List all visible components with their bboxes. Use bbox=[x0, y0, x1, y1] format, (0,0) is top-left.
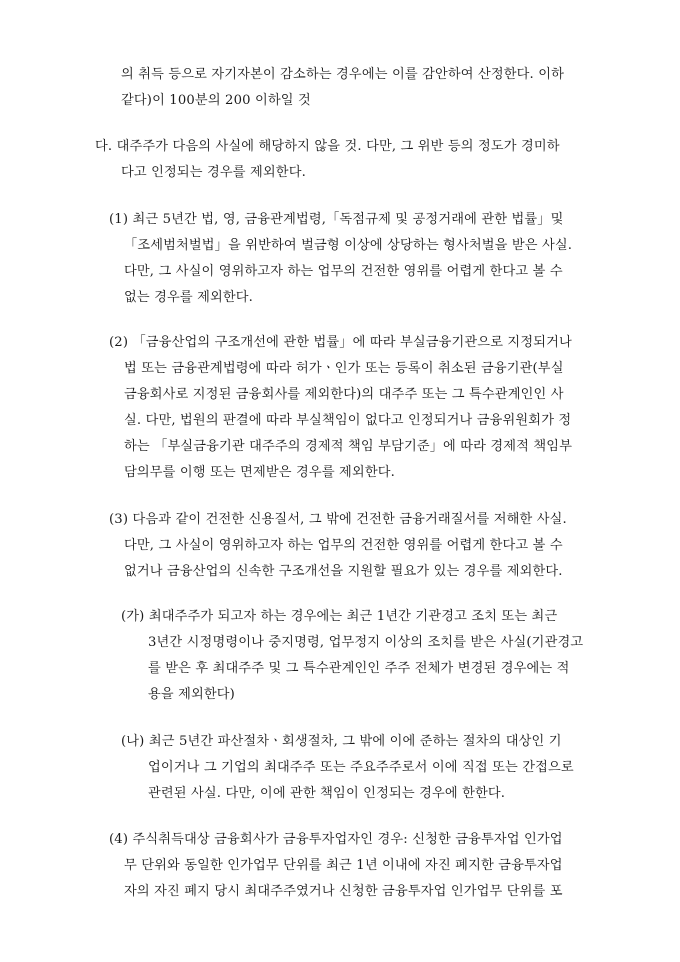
text-line: 법 또는 금융관계법령에 따라 허가ㆍ인가 또는 등록이 취소된 금융기관(부실 bbox=[124, 361, 564, 376]
text-line: 다만, 그 사실이 영위하고자 하는 업무의 건전한 영위를 어렵게 한다고 볼 수 bbox=[124, 538, 563, 553]
text-line: 같다)이 100분의 200 이하일 것 bbox=[121, 93, 311, 108]
text-line: 없거나 금융산업의 신속한 구조개선을 지원할 필요가 있는 경우를 제외한다. bbox=[124, 564, 563, 579]
text-line: (2) 「금융산업의 구조개선에 관한 법률」에 따라 부실금융기관으로 지정되거나 bbox=[109, 335, 572, 350]
text-line: 업이거나 그 기업의 최대주주 또는 주요주주로서 이에 직접 또는 간접으로 bbox=[148, 760, 574, 775]
text-line: 금융회사로 지정된 금융회사를 제외한다)의 대주주 또는 그 특수관계인인 사 bbox=[124, 387, 564, 402]
text-line: (가) 최대주주가 되고자 하는 경우에는 최근 1년간 기관경고 조치 또는 최근 bbox=[121, 609, 558, 624]
text-line: (3) 다음과 같이 건전한 신용질서, 그 밖에 건전한 금융거래질서를 저해한 사실. bbox=[109, 512, 567, 527]
text-line: 다. 대주주가 다음의 사실에 해당하지 않을 것. 다만, 그 위반 등의 정도가 경미하 bbox=[95, 139, 560, 154]
text-line: 담의무를 이행 또는 면제받은 경우를 제외한다. bbox=[124, 465, 395, 480]
text-line: 다고 인정되는 경우를 제외한다. bbox=[121, 165, 306, 180]
text-line: 「조세범처벌법」을 위반하여 벌금형 이상에 상당하는 형사처벌을 받은 사실. bbox=[124, 238, 573, 253]
text-line: (1) 최근 5년간 법, 영, 금융관계법령,「독점규제 및 공정거래에 관한 법률」및 bbox=[109, 212, 564, 227]
text-line: 의 취득 등으로 자기자본이 감소하는 경우에는 이를 감안하여 산정한다. 이하 bbox=[121, 67, 564, 82]
text-line: 실. 다만, 법원의 판결에 따라 부실책임이 없다고 인정되거나 금융위원회가 정 bbox=[124, 413, 572, 428]
text-line: (4) 주식취득대상 금융회사가 금융투자업자인 경우: 신청한 금융투자업 인가업 bbox=[109, 832, 563, 847]
text-line: 용을 제외한다) bbox=[148, 687, 235, 702]
text-line: 다만, 그 사실이 영위하고자 하는 업무의 건전한 영위를 어렵게 한다고 볼 수 bbox=[124, 264, 563, 279]
text-line: 무 단위와 동일한 인가업무 단위를 최근 1년 이내에 자진 폐지한 금융투자업 bbox=[124, 858, 563, 873]
text-line: 를 받은 후 최대주주 및 그 특수관계인인 주주 전체가 변경된 경우에는 적 bbox=[148, 661, 570, 676]
text-line: (나) 최근 5년간 파산절차ㆍ회생절차, 그 밖에 이에 준하는 절차의 대상인 기 bbox=[121, 734, 562, 749]
text-line: 관련된 사실. 다만, 이에 관한 책임이 인정되는 경우에 한한다. bbox=[148, 786, 506, 801]
text-line: 자의 자진 폐지 당시 최대주주였거나 신청한 금융투자업 인가업무 단위를 포 bbox=[124, 884, 563, 899]
text-line: 없는 경우를 제외한다. bbox=[124, 290, 254, 305]
text-line: 3년간 시정명령이나 중지명령, 업무정지 이상의 조치를 받은 사실(기관경고 bbox=[148, 635, 584, 650]
text-line: 하는 「부실금융기관 대주주의 경제적 책임 부담기준」에 따라 경제적 책임부 bbox=[124, 439, 573, 454]
